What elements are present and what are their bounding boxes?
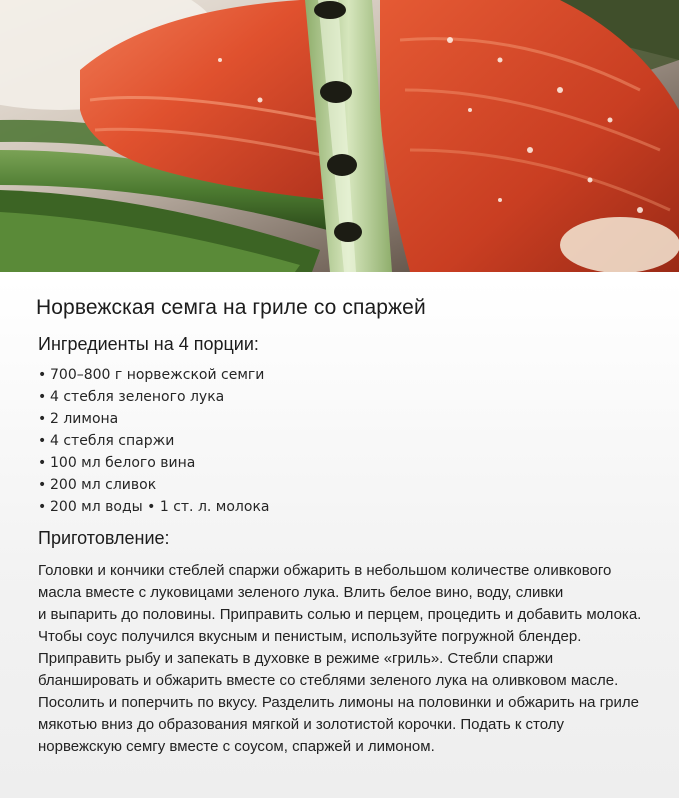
ingredient-text: 700–800 г норвежской семги [50, 367, 265, 383]
bullet-icon: • [38, 455, 47, 471]
ingredient-item [38, 430, 269, 452]
salmon-photo-illustration [0, 0, 679, 272]
ingredient-item [38, 364, 269, 386]
bullet-icon: • [38, 389, 47, 405]
bullet-icon: • [38, 477, 47, 493]
ingredient-text: 4 стебля спаржи [50, 433, 175, 449]
ingredient-text: 200 мл сливок [50, 477, 157, 493]
method-line: и выпарить до половины. Приправить солью и перцем, процедить и добавить молока. [38, 606, 642, 623]
bullet-icon: • [38, 411, 47, 427]
method-line: бланшировать и обжарить вместе со стеблями зеленого лука на оливковом масле. [38, 672, 619, 689]
ingredient-text: 2 лимона [50, 411, 119, 427]
method-line: масла вместе с луковицами зеленого лука. Влить белое вино, воду, сливки [38, 584, 564, 601]
method-text [38, 560, 658, 758]
recipe-title: Норвежская семга на гриле со спаржей [36, 296, 426, 319]
salmon-photo [0, 0, 679, 272]
recipe-content [0, 272, 679, 798]
ingredient-text: 4 стебля зеленого лука [50, 389, 225, 405]
method-line: Головки и кончики стеблей спаржи обжарить в небольшом количестве оливкового [38, 562, 612, 579]
method-heading: Приготовление: [38, 528, 170, 548]
ingredients-heading: Ингредиенты на 4 порции: [38, 334, 259, 354]
ingredient-item [38, 452, 269, 474]
bullet-icon: • [38, 499, 47, 515]
method-line: Посолить и поперчить по вкусу. Разделить лимоны на половинки и обжарить на гриле [38, 694, 639, 711]
ingredient-item [38, 474, 269, 496]
ingredient-text: 200 мл воды • 1 ст. л. молока [50, 499, 270, 515]
ingredient-item [38, 496, 269, 518]
method-line: норвежскую семгу вместе с соусом, спаржей и лимоном. [38, 738, 435, 755]
bullet-icon: • [38, 433, 47, 449]
bullet-icon: • [38, 367, 47, 383]
ingredient-item [38, 408, 269, 430]
method-line: мякотью вниз до образования мягкой и золотистой корочки. Подать к столу [38, 716, 565, 733]
ingredient-item [38, 386, 269, 408]
ingredients-list [38, 364, 269, 518]
ingredient-text: 100 мл белого вина [50, 455, 196, 471]
method-line: Приправить рыбу и запекать в духовке в режиме «гриль». Стебли спаржи [38, 650, 554, 667]
method-line: Чтобы соус получился вкусным и пенистым, используйте погружной блендер. [38, 628, 582, 645]
